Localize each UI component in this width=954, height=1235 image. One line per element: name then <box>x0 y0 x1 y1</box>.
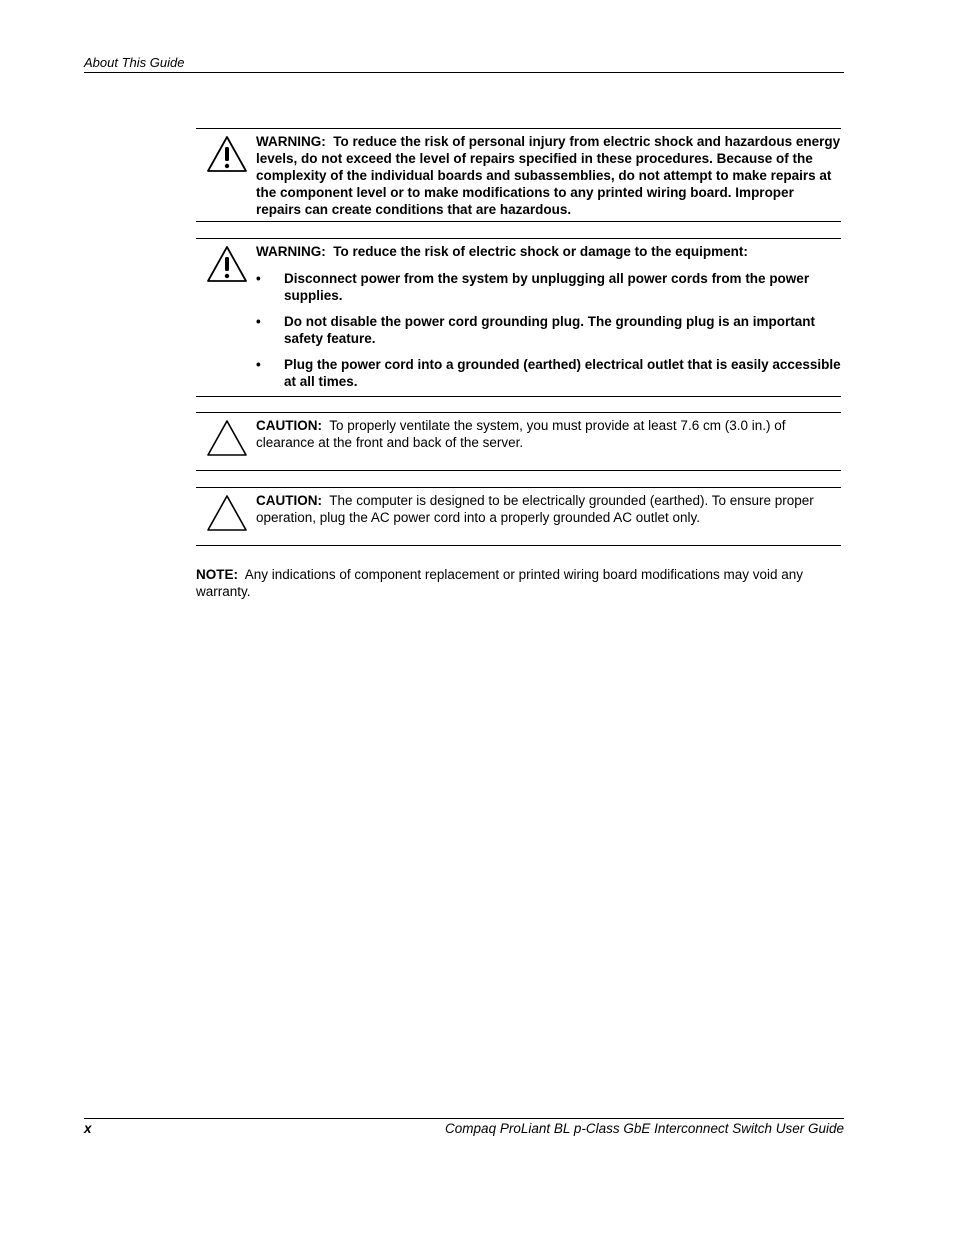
warning-label: WARNING: <box>256 134 326 149</box>
warning-triangle-icon <box>206 245 248 288</box>
list-item: • Do not disable the power cord grounding plug. The grounding plug is an important safety feature. <box>256 314 815 346</box>
warning-notice-1 <box>196 128 841 222</box>
caution-text-2 <box>256 488 841 526</box>
list-item: • Plug the power cord into a grounded (earthed) electrical outlet that is easily accessible at all times. <box>256 357 841 389</box>
warning-label: WARNING: <box>256 244 326 259</box>
warning-notice-2 <box>196 238 841 397</box>
warning-bullet-list <box>256 270 841 390</box>
note-message: Any indications of component replacement or printed wiring board modifications may void any warranty. <box>196 567 804 599</box>
running-header: About This Guide <box>84 55 844 73</box>
running-footer <box>84 1118 844 1136</box>
note-paragraph <box>196 566 841 600</box>
caution-triangle-icon <box>206 419 248 462</box>
bullet-icon: • <box>256 314 261 329</box>
warning-message: To reduce the risk of personal injury from electric shock and hazardous energy levels, do not exceed the level of repairs specified in these procedures. Because of the complexity of the individual boards and subassemblies, do not attempt to make repairs at the component level or to make modifications to any printed wiring board. Improper repairs can create conditions that are hazardous. <box>256 134 841 217</box>
caution-message: To properly ventilate the system, you must provide at least 7.6 cm (3.0 in.) of clearance at the front and back of the server. <box>256 418 786 450</box>
caution-message: The computer is designed to be electrically grounded (earthed). To ensure proper operation, plug the AC power cord into a properly grounded AC outlet only. <box>256 493 814 525</box>
bullet-icon: • <box>256 357 261 372</box>
caution-notice-1 <box>196 412 841 471</box>
caution-label: CAUTION: <box>256 418 322 433</box>
caution-text-1 <box>256 413 841 451</box>
list-item: • Disconnect power from the system by unplugging all power cords from the power supplies. <box>256 271 810 303</box>
warning-text-2 <box>256 239 841 390</box>
warning-triangle-icon <box>206 135 248 178</box>
note-label: NOTE: <box>196 567 238 582</box>
caution-notice-2 <box>196 487 841 546</box>
book-title: Compaq ProLiant BL p-Class GbE Interconnect Switch User Guide <box>445 1121 844 1136</box>
page-number: x <box>84 1121 92 1136</box>
warning-message: To reduce the risk of electric shock or damage to the equipment: <box>333 244 748 259</box>
caution-label: CAUTION: <box>256 493 322 508</box>
caution-triangle-icon <box>206 494 248 537</box>
warning-text-1 <box>256 129 841 218</box>
bullet-icon: • <box>256 271 261 286</box>
